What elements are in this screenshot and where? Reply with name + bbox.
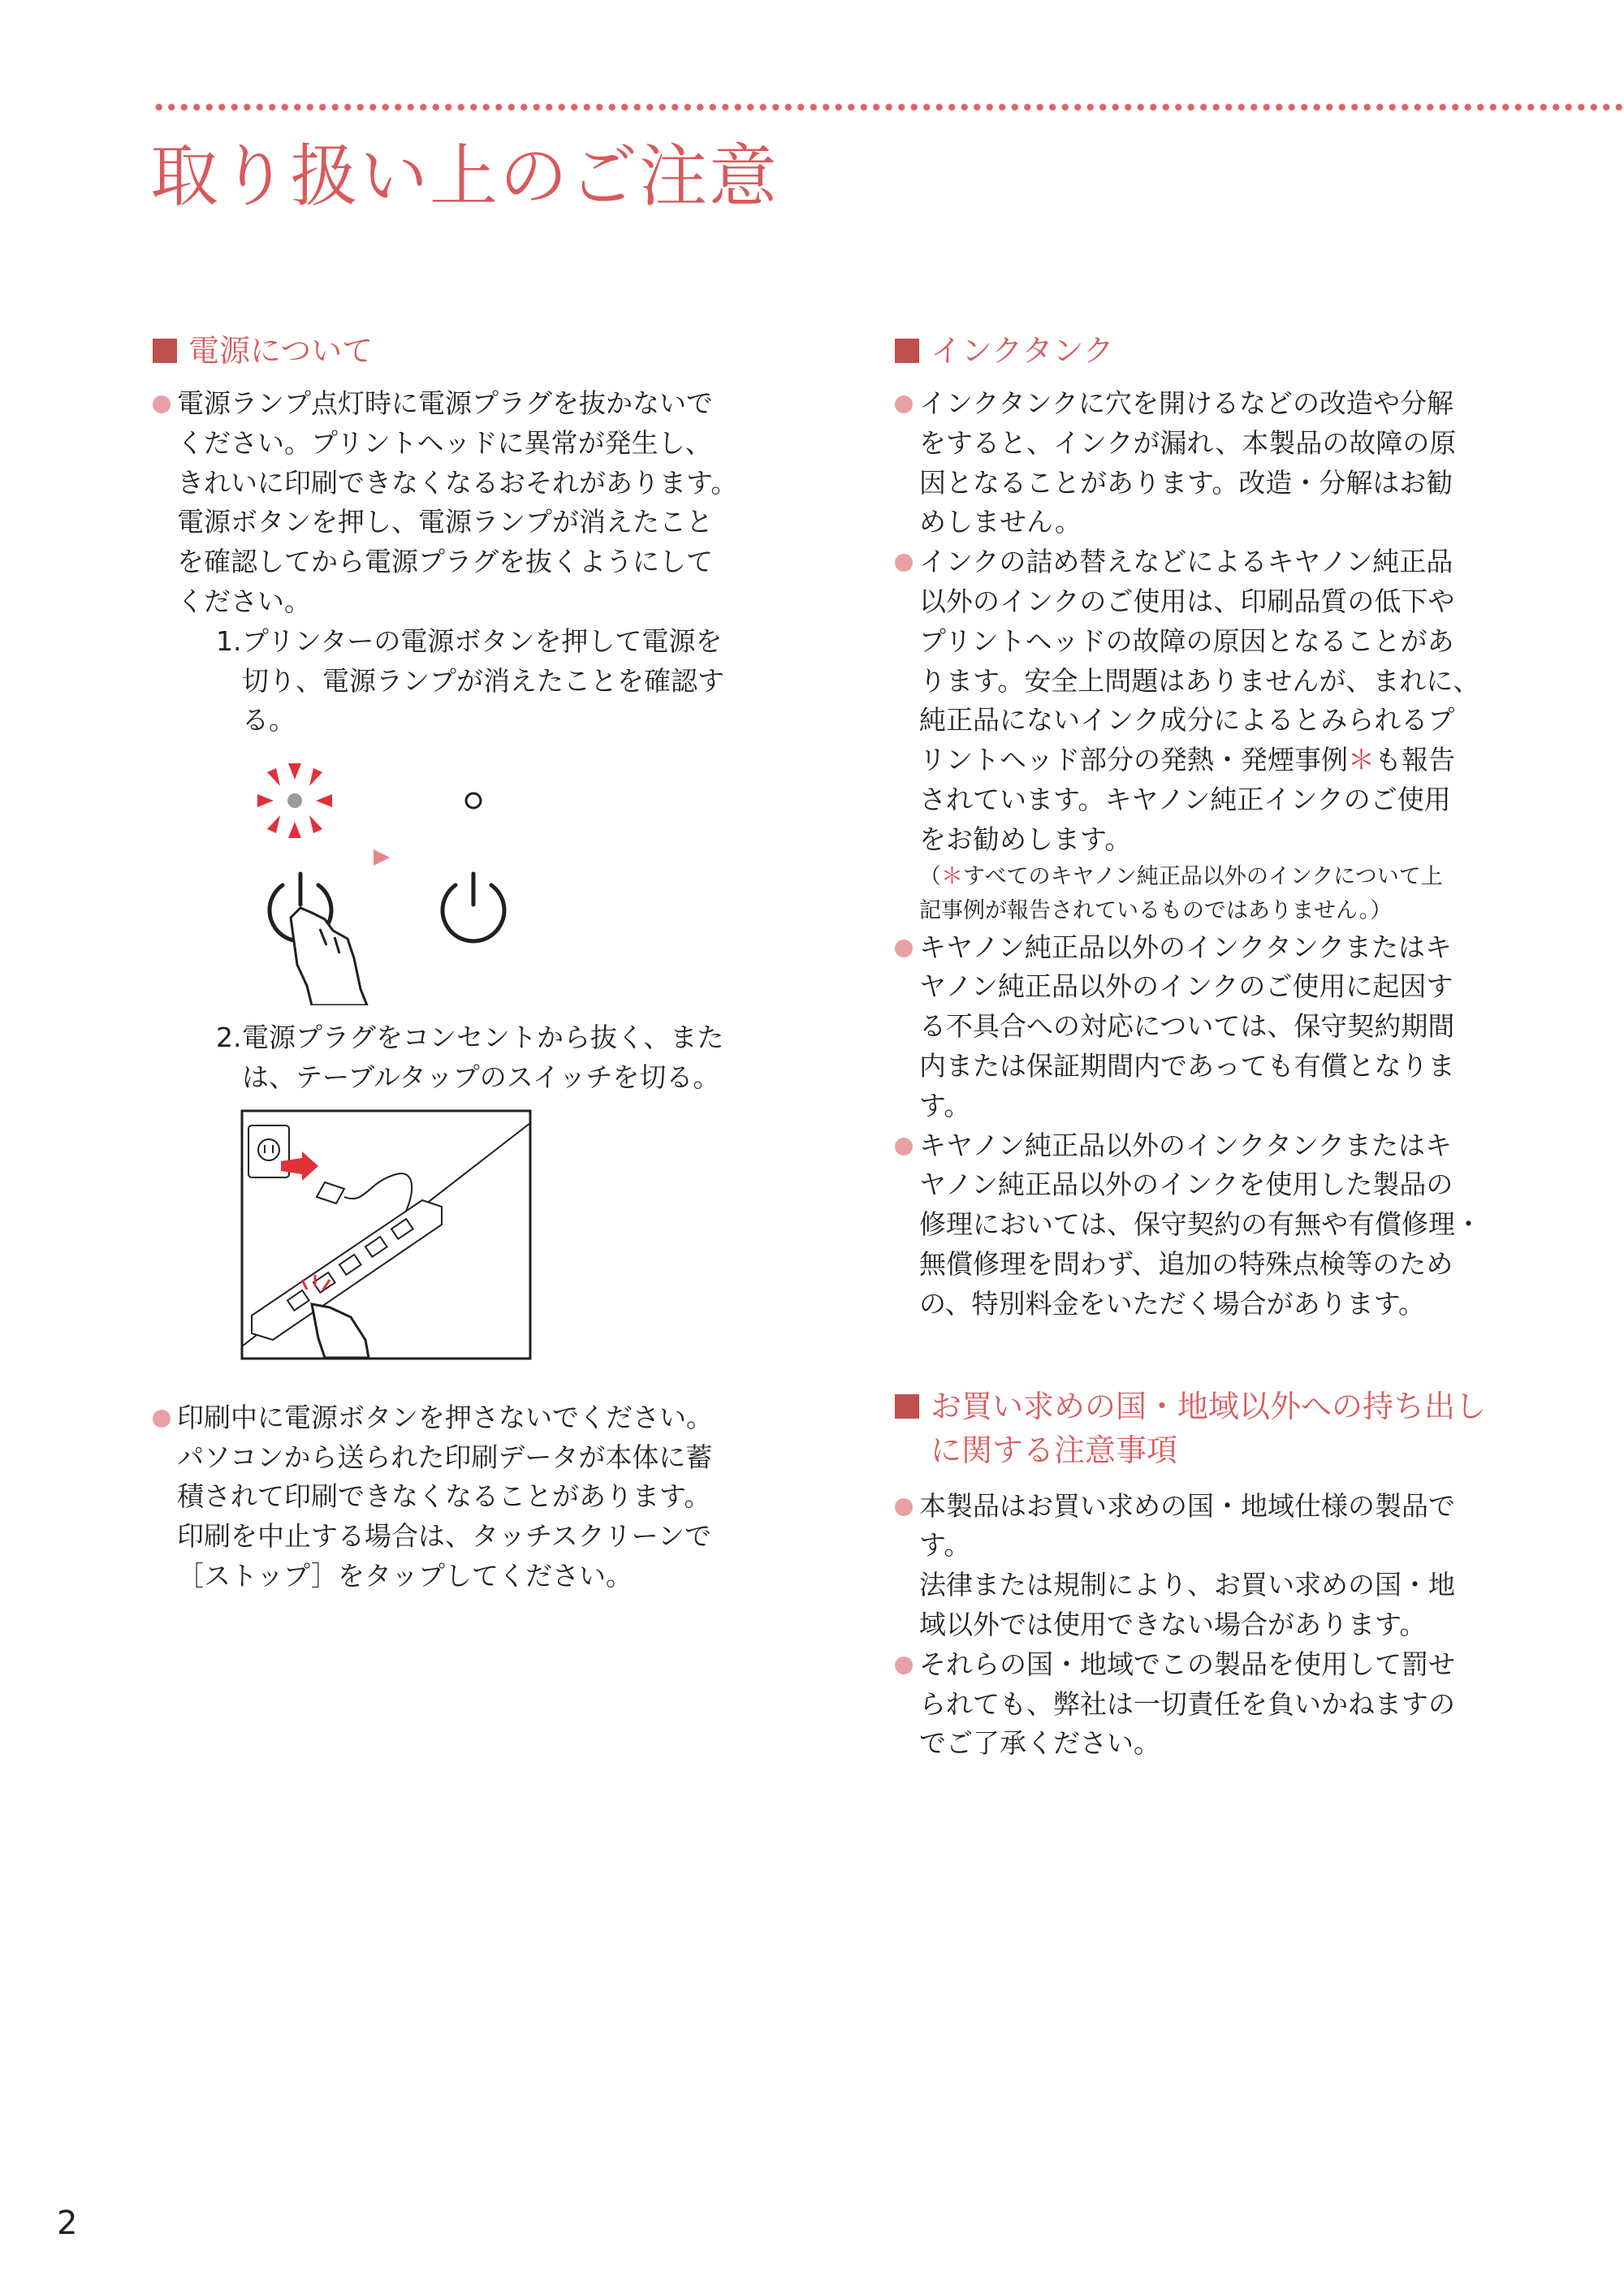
- section-heading-power-text: 電源について: [188, 333, 374, 369]
- ink-footnote: （＊すべてのキヤノン純正品以外のインクについて上 記事例が報告されているものではありません。）: [919, 863, 1443, 923]
- page-number: 2: [57, 2205, 78, 2242]
- square-marker-icon: [895, 339, 919, 363]
- ink-para-2: インクの詰め替えなどによるキヤノン純正品 以外のインクのご使用は、印刷品質の低下や プリントヘッドの故障の原因となることがあ ります。安全上問題はありませんが、まれに、 純正品にないインク成分によるとみられるプ リントヘッド部分の発熱・発煙事例＊も報告 されています。キヤノン純正インクのご使用 をお勧めします。: [895, 542, 1528, 859]
- section-heading-power: [153, 329, 770, 373]
- power-button-illustration: [153, 745, 770, 1005]
- arrow-right-icon: [374, 849, 390, 866]
- step-1: 1. プリンターの電源ボタンを押して電源を 切り、電源ランプが消えたことを確認す る。: [216, 624, 724, 737]
- section-heading-export: [895, 1385, 1528, 1472]
- power-para-1: 電源ランプ点灯時に電源プラグを抜かないで ください。プリントヘッドに異常が発生し、 きれいに印刷できなくなるおそれがあります。 電源ボタンを押し、電源ランプが消えたこと を確認してから電源プラグを抜くようにして ください。: [153, 384, 770, 622]
- bullet-icon: [895, 1138, 913, 1156]
- ink-para-4: キヤノン純正品以外のインクタンクまたはキ ヤノン純正品以外のインクを使用した製品の 修理においては、保守契約の有無や有償修理・ 無償修理を問わず、追加の特殊点検等のため の、特別料金をいただく場合があります。: [895, 1126, 1528, 1324]
- ink-para-1: インクタンクに穴を開けるなどの改造や分解 をすると、インクが漏れ、本製品の故障の原 因となることがあります。改造・分解はお勧 めしません。: [895, 384, 1528, 542]
- unplug-illustration: [153, 1103, 770, 1361]
- section-heading-export-text: お買い求めの国・地域以外への持ち出し に関する注意事項: [931, 1388, 1487, 1468]
- left-column: [153, 329, 770, 1596]
- page-title: 取り扱い上のご注意: [150, 136, 780, 216]
- lamp-off-icon: [466, 793, 481, 808]
- square-marker-icon: [895, 1394, 919, 1419]
- bullet-icon: [153, 1410, 171, 1428]
- blinking-lamp-icon: [257, 763, 332, 838]
- section-heading-ink-tank: [895, 329, 1528, 373]
- right-column: [895, 329, 1528, 1764]
- export-para-1: 本製品はお買い求めの国・地域仕様の製品で す。: [895, 1487, 1528, 1566]
- footnote-asterisk: ＊: [1348, 744, 1375, 776]
- switch-press-finger-icon: [312, 1304, 369, 1358]
- bullet-icon: [895, 395, 913, 413]
- dotted-rule: [153, 102, 1624, 113]
- bullet-icon: [153, 395, 171, 413]
- export-para-1-cont: 法律または規制により、お買い求めの国・地 域以外では使用できない場合があります。: [919, 1569, 1455, 1640]
- export-para-2: それらの国・地域でこの製品を使用して罰せ られても、弊社は一切責任を負いかねますの でご了承ください。: [895, 1645, 1528, 1764]
- power-button-icon-off: [443, 874, 504, 941]
- bullet-icon: [895, 1657, 913, 1674]
- bullet-icon: [895, 554, 913, 572]
- section-heading-ink-tank-text: インクタンク: [931, 333, 1114, 369]
- bullet-icon: [895, 1498, 913, 1516]
- pull-arrow-icon: [281, 1151, 318, 1181]
- square-marker-icon: [153, 339, 177, 363]
- power-para-2: 印刷中に電源ボタンを押さないでください。 パソコンから送られた印刷データが本体に蓄 積されて印刷できなくなることがあります。 印刷を中止する場合は、タッチスクリーンで ［ストップ］をタップしてください。: [153, 1398, 770, 1596]
- step-2: 2. 電源プラグをコンセントから抜く、また は、テーブルタップのスイッチを切る。: [216, 1022, 724, 1093]
- bullet-icon: [895, 940, 913, 957]
- ink-para-3: キヤノン純正品以外のインクタンクまたはキ ヤノン純正品以外のインクのご使用に起因す る不具合への対応については、保守契約期間 内または保証期間内であっても有償となりま す。: [895, 928, 1528, 1126]
